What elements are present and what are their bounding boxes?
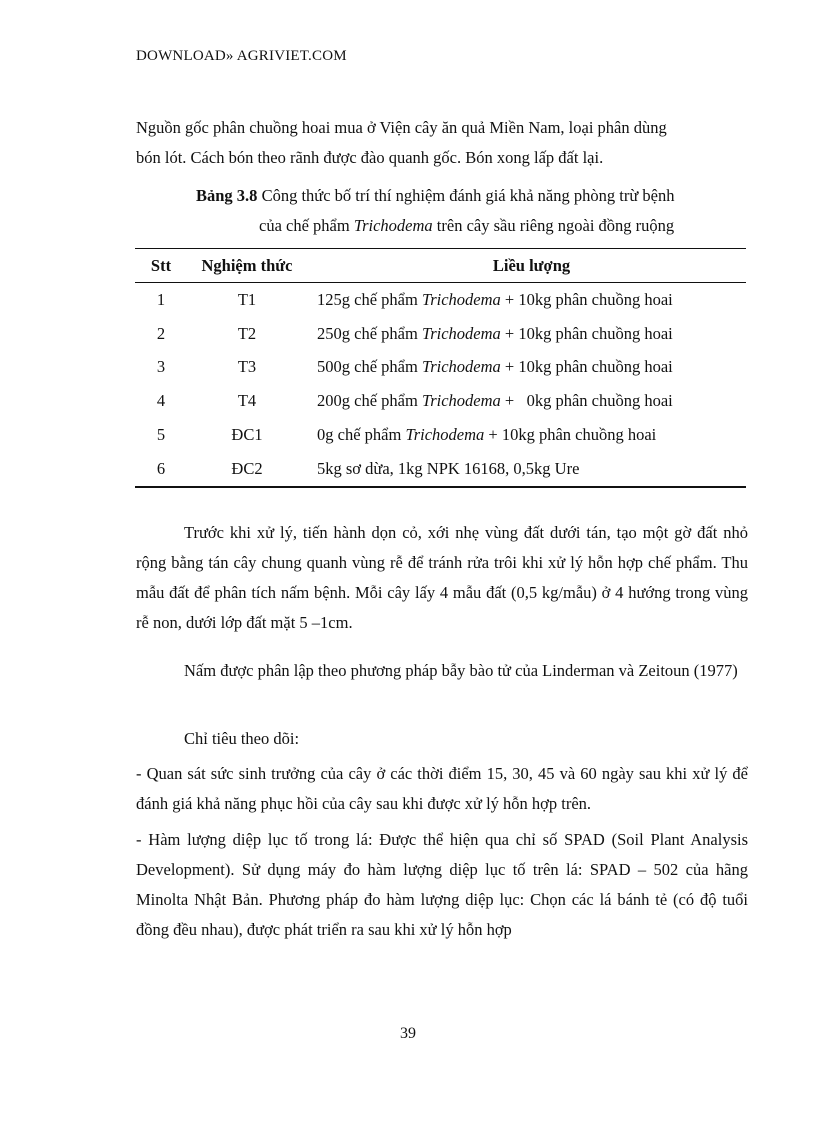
dosage-post: + 10kg phân chuồng hoai xyxy=(500,289,673,309)
dosage-pre: 5kg sơ dừa, 1kg NPK 16168, 0,5kg Ure xyxy=(317,458,580,478)
cell-dosage xyxy=(307,283,746,317)
dosage-post: + 10kg phân chuồng hoai xyxy=(500,357,673,377)
dosage-pre: 250g chế phẩm xyxy=(317,323,422,343)
cell-dosage xyxy=(307,452,746,487)
cell-stt: 4 xyxy=(156,391,166,411)
cell-stt: 3 xyxy=(156,357,166,377)
body-paragraph-4: - Quan sát sức sinh trưởng của cây ở các thời điểm 15, 30, 45 và 60 ngày sau khi xử lý để đánh giá khả năng phục hồi của cây sau khi được xử lý hỗn hợp trên. xyxy=(136,764,748,813)
dosage-italic: Trichodema xyxy=(421,391,501,411)
table-row xyxy=(135,317,746,351)
body-paragraph-1: Trước khi xử lý, tiến hành dọn cỏ, xới nhẹ vùng đất dưới tán, tạo một gờ đất nhỏ rộng bằng tán cây chung quanh vùng rễ để tránh rửa trôi khi xử lý hỗn hợp chế phẩm. Thu mẫu đất để phân tích nấm bệnh. Mỗi cây lấy 4 mẫu đất (0,5 kg/mẫu) ở 4 hướng trong vùng rễ non, dưới lớp đất mặt 5 –1cm. xyxy=(136,523,748,632)
table-row xyxy=(135,384,746,418)
body-paragraph-2: Nấm được phân lập theo phương pháp bẫy bào tử của Linderman và Zeitoun (1977) xyxy=(184,661,738,680)
cell-treatment: T3 xyxy=(237,357,257,377)
caption-line-2 xyxy=(196,211,756,241)
dosage-italic: Trichodema xyxy=(421,357,501,377)
cell-dosage xyxy=(307,317,746,351)
table-row xyxy=(135,283,746,317)
caption-text-2-pre: của chế phẩm xyxy=(259,216,354,235)
table-row xyxy=(135,351,746,385)
dosage-pre: 0g chế phẩm xyxy=(317,425,406,445)
cell-treatment: T4 xyxy=(237,391,257,411)
dosage-pre: 500g chế phẩm xyxy=(317,357,422,377)
cell-treatment: T2 xyxy=(237,323,257,343)
cell-treatment: T1 xyxy=(237,289,257,309)
body-paragraph-5: - Hàm lượng diệp lục tố trong lá: Được thể hiện qua chỉ số SPAD (Soil Plant Analysis Development). Sử dụng máy đo hàm lượng diệp lục tố trên lá: SPAD – 502 của hãng Minolta Nhật Bản. Phương pháp đo hàm lượng diệp lục: Chọn các lá bánh tẻ (có độ tuổi đồng đều nhau), được phát triển ra sau khi xử lý hỗn hợp xyxy=(136,830,748,939)
header-stt: Stt xyxy=(150,255,172,275)
dosage-pre: 125g chế phẩm xyxy=(317,289,422,309)
cell-stt: 1 xyxy=(156,289,166,309)
page-number: 39 xyxy=(400,1025,416,1042)
table-caption xyxy=(196,181,756,241)
cell-treatment: ĐC2 xyxy=(231,458,263,478)
table-row xyxy=(135,418,746,452)
cell-stt: 5 xyxy=(156,425,166,445)
caption-text-2-italic: Trichodema xyxy=(353,216,433,235)
header-dosage: Liều lượng xyxy=(492,255,571,275)
dosage-pre: 200g chế phẩm xyxy=(317,391,422,411)
cell-dosage xyxy=(307,351,746,385)
cell-stt: 6 xyxy=(156,458,166,478)
dosage-post: + 0kg phân chuồng hoai xyxy=(500,391,673,411)
caption-text-1: Công thức bố trí thí nghiệm đánh giá khả năng phòng trừ bệnh xyxy=(261,186,675,205)
intro-line-1: Nguồn gốc phân chuồng hoai mua ở Viện cây ăn quả Miền Nam, loại phân dùng xyxy=(136,118,667,137)
dosage-post: + 10kg phân chuồng hoai xyxy=(484,425,657,445)
treatment-table xyxy=(135,248,746,488)
intro-paragraph xyxy=(136,113,748,173)
dosage-italic: Trichodema xyxy=(421,289,501,309)
dosage-italic: Trichodema xyxy=(421,323,501,343)
caption-label: Bảng 3.8 xyxy=(196,186,258,205)
table-header-row xyxy=(135,249,746,283)
caption-line-1 xyxy=(196,181,756,211)
cell-dosage xyxy=(307,384,746,418)
body-paragraph-3: Chỉ tiêu theo dõi: xyxy=(184,729,300,748)
cell-stt: 2 xyxy=(156,323,166,343)
intro-line-2: bón lót. Cách bón theo rãnh được đào quanh gốc. Bón xong lấp đất lại. xyxy=(136,148,604,167)
caption-text-2-post: trên cây sầu riêng ngoài đồng ruộng xyxy=(432,216,675,235)
table-row xyxy=(135,452,746,487)
page-header: DOWNLOAD» AGRIVIET.COM xyxy=(136,48,347,64)
dosage-italic: Trichodema xyxy=(405,425,485,445)
cell-treatment: ĐC1 xyxy=(231,425,263,445)
dosage-post: + 10kg phân chuồng hoai xyxy=(500,323,673,343)
header-treatment: Nghiệm thức xyxy=(201,255,293,275)
cell-dosage xyxy=(307,418,746,452)
